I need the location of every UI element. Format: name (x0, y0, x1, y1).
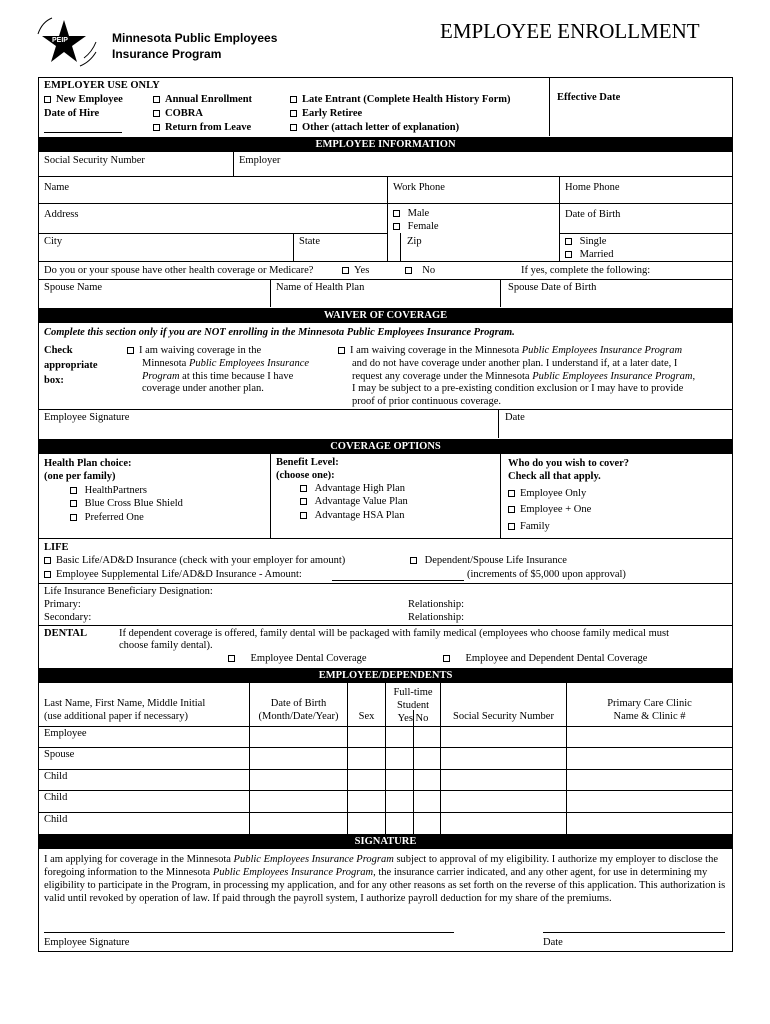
life-dependent-checkbox[interactable] (410, 557, 417, 564)
male-checkbox[interactable] (393, 210, 400, 217)
benefit-level-heading-2: (choose one): (276, 470, 335, 481)
org-name-line2: Insurance Program (112, 47, 222, 61)
level-hsa[interactable]: Advantage HSA Plan (300, 510, 404, 521)
col-name-2: (use additional paper if necessary) (44, 711, 189, 722)
ssn-field[interactable]: Social Security Number (44, 155, 145, 166)
married-option[interactable]: Married (565, 249, 613, 260)
employee-signature-label: Employee Signature (44, 937, 130, 948)
plan-preferred-one-checkbox[interactable] (70, 514, 77, 521)
dob-field[interactable]: Date of Birth (565, 209, 621, 220)
table-row[interactable]: Child (44, 814, 68, 825)
other-checkbox[interactable] (290, 124, 297, 131)
signature-heading: SIGNATURE (39, 834, 732, 849)
cover-family[interactable]: Family (508, 521, 550, 532)
check-box-label-3: box: (44, 375, 64, 386)
female-option[interactable]: Female (393, 221, 439, 232)
benefit-level-heading-1: Benefit Level: (276, 457, 339, 468)
health-plan-name-field[interactable]: Name of Health Plan (276, 282, 365, 293)
cobra-option[interactable]: COBRA (153, 108, 203, 119)
annual-enrollment-option[interactable]: Annual Enrollment (153, 94, 252, 105)
life-supplemental[interactable]: Employee Supplemental Life/AD&D Insurance - Amount: (44, 569, 302, 580)
annual-enrollment-checkbox[interactable] (153, 96, 160, 103)
employer-field[interactable]: Employer (239, 155, 281, 166)
date-of-hire-label: Date of Hire (44, 108, 100, 119)
waiver-date-field[interactable]: Date (505, 412, 525, 423)
other-coverage-question: Do you or your spouse have other health coverage or Medicare? (44, 265, 314, 276)
name-field[interactable]: Name (44, 182, 70, 193)
cover-employee-plus-one[interactable]: Employee + One (508, 504, 591, 515)
waiver-option-1[interactable]: I am waiving coverage in the (127, 345, 261, 356)
life-increments: (increments of $5,000 upon approval) (467, 569, 626, 580)
life-basic[interactable]: Basic Life/AD&D Insurance (check with your employer for amount) (44, 555, 345, 566)
dependent-dental-option[interactable]: Employee and Dependent Dental Coverage (443, 653, 647, 664)
cover-family-checkbox[interactable] (508, 523, 515, 530)
life-dependent[interactable]: Dependent/Spouse Life Insurance (410, 555, 567, 566)
dental-text-1: If dependent coverage is offered, family dental will be packaged with family medical (employees who choose family medical must (119, 628, 669, 639)
waiver-option-2-line2: and do not have coverage under another plan. I understand if, at a later date, I (352, 358, 678, 369)
check-box-label-1: Check (44, 345, 73, 356)
early-retiree-checkbox[interactable] (290, 110, 297, 117)
col-name-1: Last Name, First Name, Middle Initial (44, 698, 206, 709)
other-option[interactable]: Other (attach letter of explanation) (290, 122, 459, 133)
other-coverage-yes[interactable]: Yes (342, 265, 369, 276)
health-plan-heading-1: Health Plan choice: (44, 458, 132, 469)
cobra-checkbox[interactable] (153, 110, 160, 117)
employee-information-heading: EMPLOYEE INFORMATION (39, 137, 732, 152)
life-basic-checkbox[interactable] (44, 557, 51, 564)
waiver-instruction: Complete this section only if you are NOT enrolling in the Minnesota Public Employees Insurance Program. (44, 327, 515, 338)
employee-dental-checkbox[interactable] (228, 655, 235, 662)
level-high[interactable]: Advantage High Plan (300, 483, 405, 494)
table-row[interactable]: Child (44, 792, 68, 803)
waiver-signature-field[interactable]: Employee Signature (44, 412, 130, 423)
if-yes-note: If yes, complete the following: (521, 265, 651, 276)
beneficiary-label: Life Insurance Beneficiary Designation: (44, 586, 213, 597)
cover-employee-only[interactable]: Employee Only (508, 488, 586, 499)
employee-dental-option[interactable]: Employee Dental Coverage (228, 653, 367, 664)
other-coverage-no-checkbox[interactable] (405, 267, 412, 274)
logo (34, 14, 100, 76)
level-hsa-checkbox[interactable] (300, 512, 307, 519)
spouse-name-field[interactable]: Spouse Name (44, 282, 103, 293)
dental-text-2: choose family dental). (119, 640, 213, 651)
waiver-option-2[interactable]: I am waiving coverage in the Minnesota Public Employees Insurance Program (338, 345, 682, 356)
logo-text: PEIP (52, 37, 68, 44)
state-field[interactable]: State (299, 236, 320, 247)
check-box-label-2: appropriate (44, 360, 98, 371)
dental-heading: DENTAL (44, 628, 87, 639)
dependents-heading: EMPLOYEE/DEPENDENTS (39, 668, 732, 683)
org-name-line1: Minnesota Public Employees (112, 31, 278, 45)
return-from-leave-option[interactable]: Return from Leave (153, 122, 251, 133)
col-ft-1: Full-time (393, 687, 433, 698)
work-phone-field[interactable]: Work Phone (393, 182, 445, 193)
address-field[interactable]: Address (44, 209, 79, 220)
other-coverage-no[interactable]: No (405, 265, 435, 276)
authorization-paragraph: I am applying for coverage in the Minnesota Public Employees Insurance Program subject to approval of my eligibility. I authorize my employer to disclose the foregoing information to the Minnesota Public Employees Insurance Program, the insurance carrier indicated, and any other agent, for use in determining my eligibility to participate in the Program, in processing my application, and for any other reasons as set forth on the reverse of this application. This authorization is valid until revoked by operation of law. If paid through the payroll system, I authorize payroll deduction for my share of the premiums. (44, 854, 726, 904)
return-from-leave-checkbox[interactable] (153, 124, 160, 131)
employee-signature-line[interactable] (44, 932, 454, 933)
cover-employee-only-checkbox[interactable] (508, 490, 515, 497)
col-clinic-2: Name & Clinic # (613, 711, 686, 722)
spouse-dob-field[interactable]: Spouse Date of Birth (508, 282, 597, 293)
plan-bcbs[interactable]: Blue Cross Blue Shield (70, 498, 183, 509)
who-to-cover-heading-1: Who do you wish to cover? (508, 458, 630, 469)
secondary-beneficiary-field[interactable]: Secondary: (44, 612, 92, 623)
primary-beneficiary-field[interactable]: Primary: (44, 599, 81, 610)
col-ft-2: Student (396, 700, 430, 711)
form-title: EMPLOYEE ENROLLMENT (440, 19, 700, 43)
effective-date-label: Effective Date (557, 92, 621, 103)
late-entrant-checkbox[interactable] (290, 96, 297, 103)
col-dob-2: (Month/Date/Year) (258, 711, 339, 722)
employer-use-heading: EMPLOYER USE ONLY (44, 80, 160, 91)
life-supplemental-checkbox[interactable] (44, 571, 51, 578)
married-checkbox[interactable] (565, 251, 572, 258)
single-option[interactable]: Single (565, 236, 606, 247)
primary-relationship-field[interactable]: Relationship: (408, 599, 464, 610)
city-field[interactable]: City (44, 236, 63, 247)
late-entrant-option[interactable]: Late Entrant (Complete Health History Form) (290, 94, 511, 105)
cover-employee-plus-one-checkbox[interactable] (508, 506, 515, 513)
table-row[interactable]: Child (44, 771, 68, 782)
level-high-checkbox[interactable] (300, 485, 307, 492)
plan-healthpartners-checkbox[interactable] (70, 487, 77, 494)
other-coverage-yes-checkbox[interactable] (342, 267, 349, 274)
col-ft-3: Yes No (397, 713, 429, 724)
col-clinic-1: Primary Care Clinic (607, 698, 692, 709)
male-option[interactable]: Male (393, 208, 429, 219)
health-plan-heading-2: (one per family) (44, 471, 116, 482)
who-to-cover-heading-2: Check all that apply. (508, 471, 601, 482)
plan-healthpartners[interactable]: HealthPartners (70, 485, 147, 496)
waiver-heading: WAIVER OF COVERAGE (39, 308, 732, 323)
table-row[interactable]: Spouse (44, 749, 75, 760)
early-retiree-option[interactable]: Early Retiree (290, 108, 362, 119)
col-sex: Sex (358, 711, 375, 722)
dependent-dental-checkbox[interactable] (443, 655, 450, 662)
col-ssn: Social Security Number (453, 711, 554, 722)
single-checkbox[interactable] (565, 238, 572, 245)
col-dob-1: Date of Birth (270, 698, 327, 709)
plan-bcbs-checkbox[interactable] (70, 500, 77, 507)
waiver-option-2-checkbox[interactable] (338, 347, 345, 354)
new-employee-checkbox[interactable] (44, 96, 51, 103)
table-row[interactable]: Employee (44, 728, 87, 739)
level-value-checkbox[interactable] (300, 498, 307, 505)
supplemental-amount-line[interactable] (332, 580, 464, 581)
signature-date-line[interactable] (543, 932, 725, 933)
home-phone-field[interactable]: Home Phone (565, 182, 620, 193)
zip-field[interactable]: Zip (407, 236, 422, 247)
signature-date-label: Date (543, 937, 563, 948)
secondary-relationship-field[interactable]: Relationship: (408, 612, 464, 623)
new-employee-option[interactable]: New Employee (44, 94, 123, 105)
waiver-option-2-line4: I may be subject to a pre-existing condition exclusion or I may have to provide (352, 383, 684, 394)
waiver-option-2-line5: proof of prior continuous coverage. (352, 396, 501, 407)
female-checkbox[interactable] (393, 223, 400, 230)
waiver-option-1-checkbox[interactable] (127, 347, 134, 354)
coverage-options-heading: COVERAGE OPTIONS (39, 439, 732, 454)
life-heading: LIFE (44, 542, 69, 553)
date-of-hire-line[interactable] (44, 132, 122, 133)
waiver-option-1-line4: coverage under another plan. (142, 383, 264, 394)
plan-preferred-one[interactable]: Preferred One (70, 512, 144, 523)
level-value[interactable]: Advantage Value Plan (300, 496, 408, 507)
